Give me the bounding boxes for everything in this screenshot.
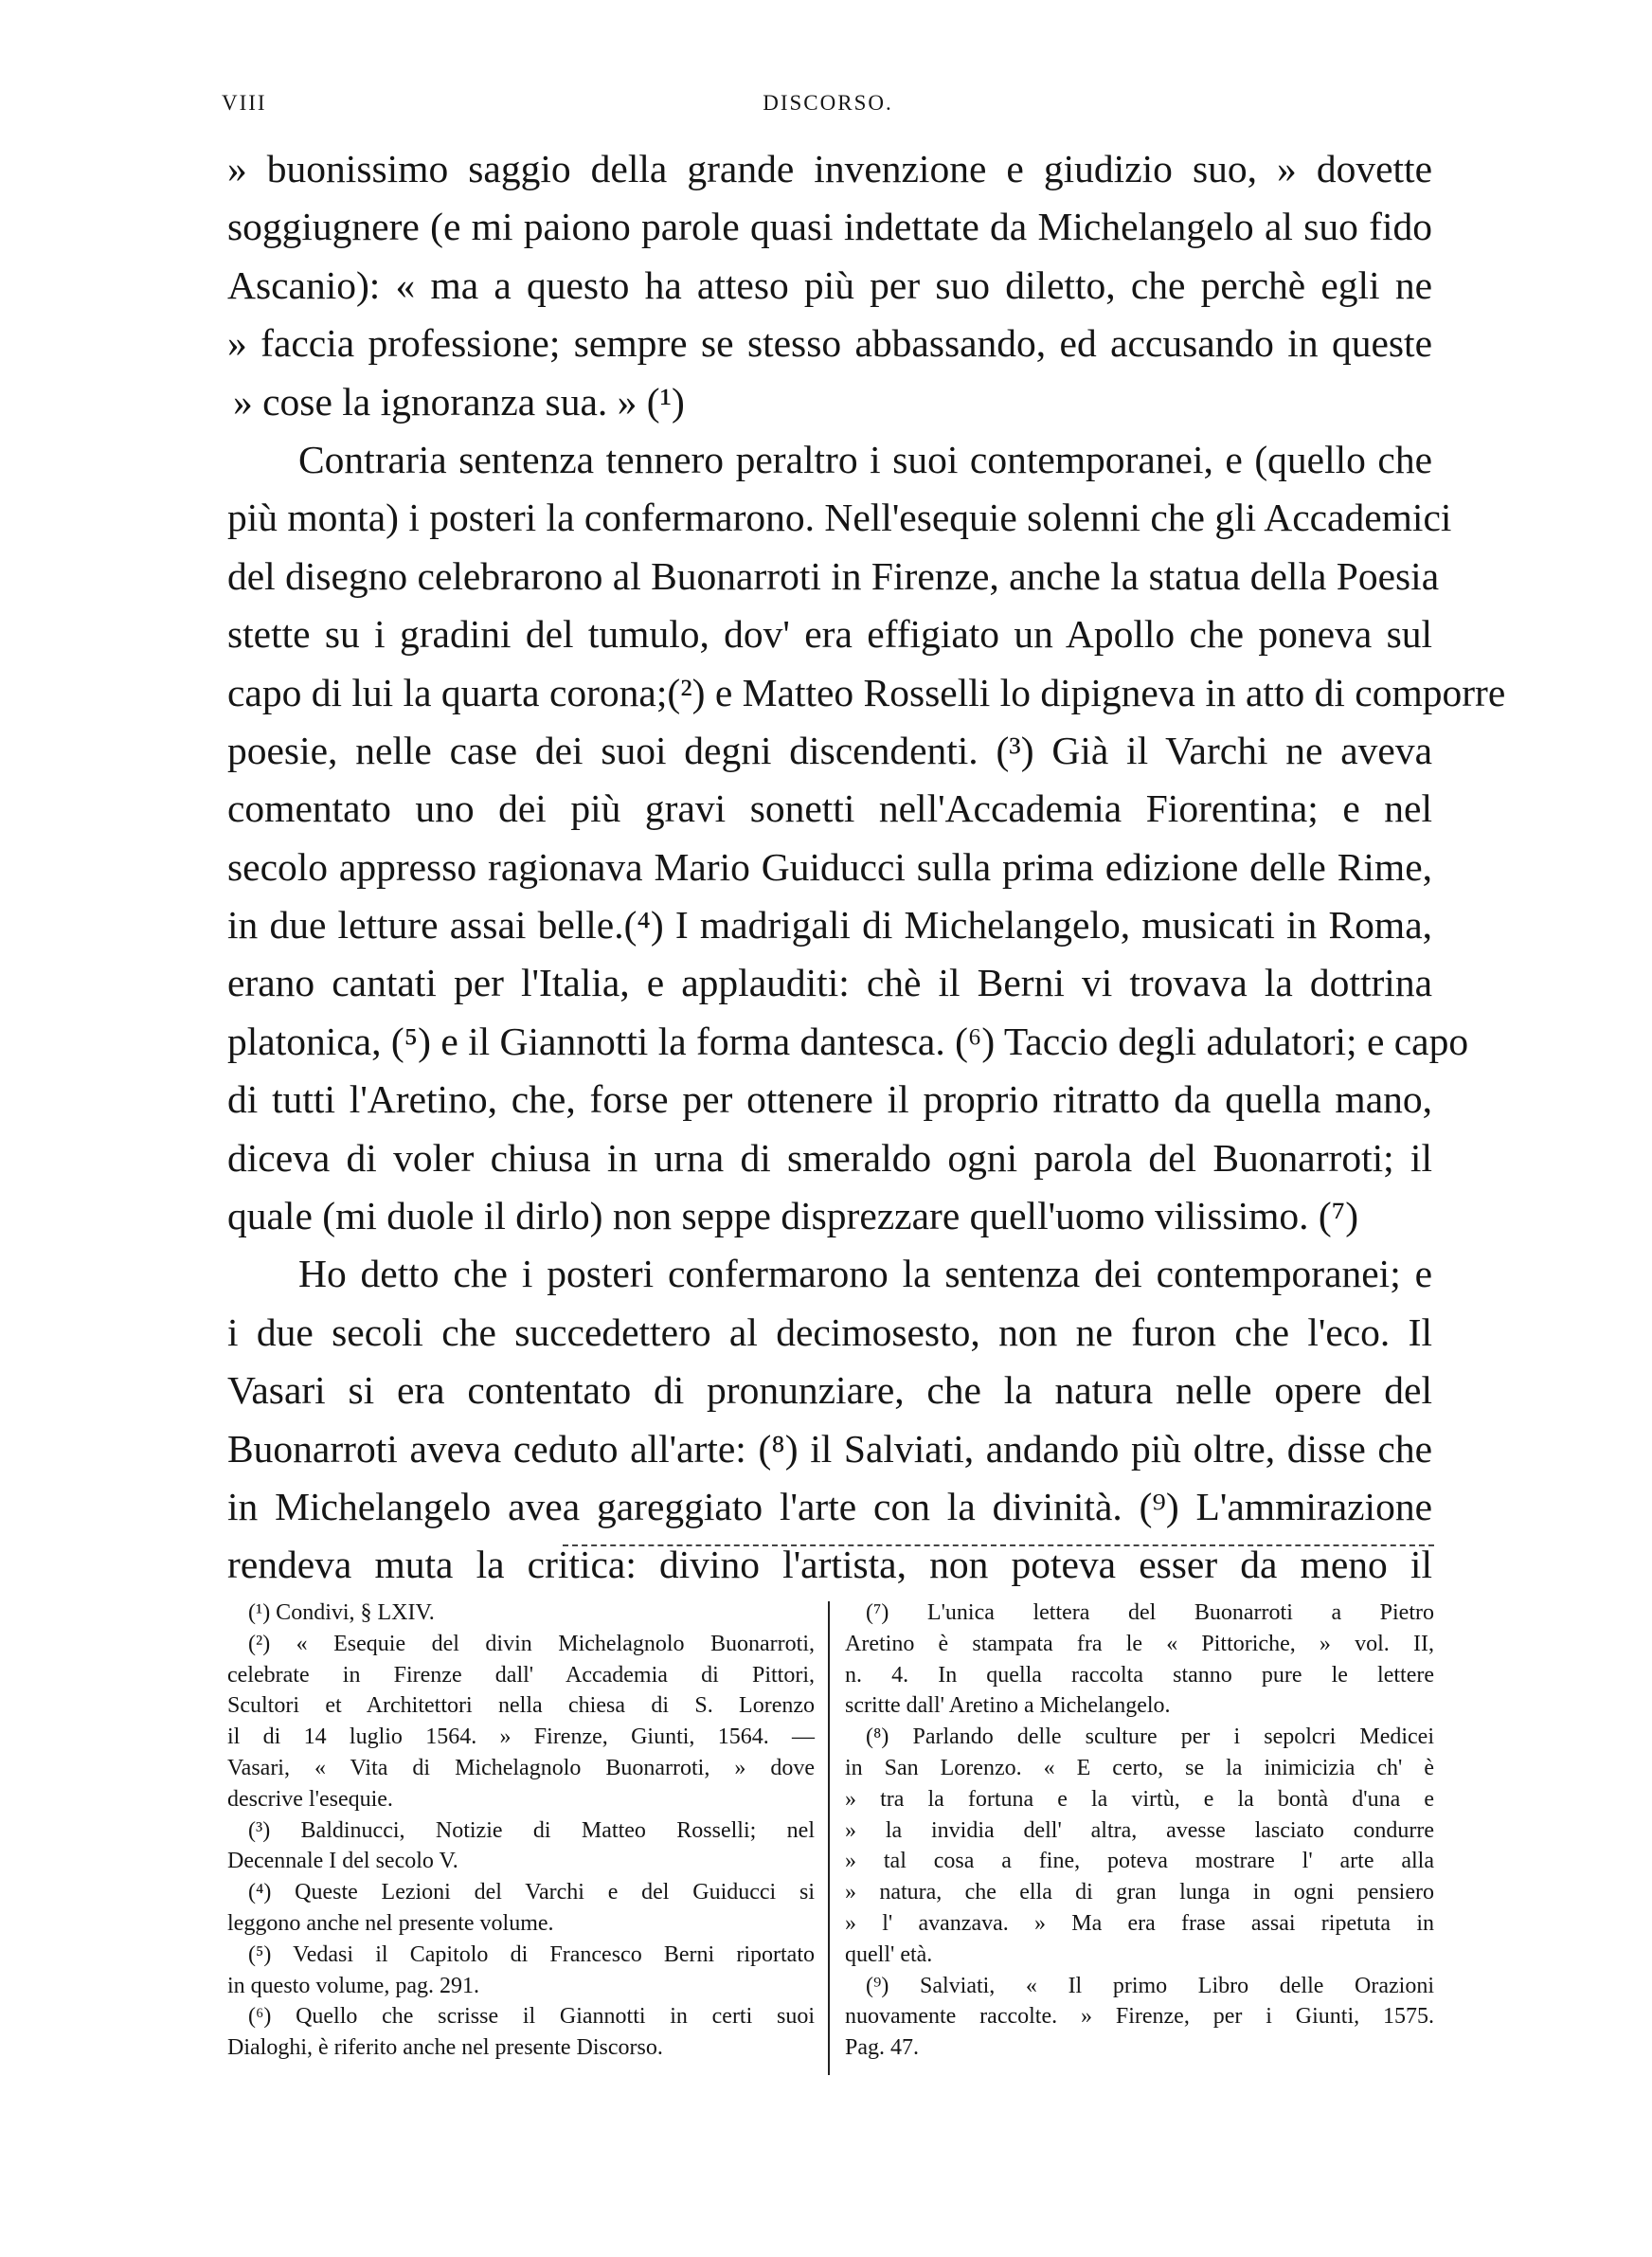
text-line: Ascanio): « ma a questo ha atteso più per suo diletto, che perchè egli ne (227, 262, 1432, 307)
footnote-line: » tal cosa a fine, poteva mostrare l' arte alla (845, 1849, 1434, 1874)
text-line: Buonarroti aveva ceduto all'arte: (⁸) il Salviati, andando più oltre, disse che (227, 1426, 1432, 1471)
footnote-line: Dialoghi, è riferito anche nel presente Discorso. (227, 2035, 663, 2061)
footnote-line: Decennale I del secolo V. (227, 1849, 458, 1874)
text-line: di tutti l'Aretino, che, forse per ottenere il proprio ritratto da quella mano, (227, 1077, 1432, 1122)
text-line: più monta) i posteri la confermarono. Nell'esequie solenni che gli Accademici (227, 496, 1452, 540)
footnote-line: n. 4. In quella raccolta stanno pure le lettere (845, 1662, 1434, 1688)
text-line: platonica, (⁵) e il Giannotti la forma dantesca. (⁶) Taccio degli adulatori; e capo (227, 1019, 1469, 1063)
footnote-line: Aretino è stampata fra le « Pittoriche, » vol. II, (845, 1631, 1434, 1656)
footnote-line: il di 14 luglio 1564. » Firenze, Giunti, 1564. — (227, 1724, 815, 1750)
page-header (222, 91, 1434, 129)
footnote-column-divider (828, 1601, 830, 2075)
footnote-line: (⁵) Vedasi il Capitolo di Francesco Berni riportato (248, 1941, 815, 1967)
text-line: rendeva muta la critica: divino l'artista, non poteva esser da meno il (227, 1543, 1432, 1587)
footnote-line: leggono anche nel presente volume. (227, 1910, 554, 1936)
text-line: diceva di voler chiusa in urna di smeraldo ogni parola del Buonarroti; il (227, 1135, 1432, 1180)
footnotes-right-column (845, 1598, 1434, 2064)
footnote-line: nuovamente raccolte. » Firenze, per i Giunti, 1575. (845, 2004, 1434, 2030)
text-line: in Michelangelo avea gareggiato l'arte con la divinità. (⁹) L'ammirazione (227, 1484, 1432, 1528)
text-line: » buonissimo saggio della grande invenzione e giudizio suo, » dovette (227, 147, 1432, 190)
text-line: » cose la ignoranza sua. » (¹) (233, 379, 685, 424)
footnote-line: Scultori et Architettori nella chiesa di S. Lorenzo (227, 1693, 815, 1719)
footnote-line: (⁶) Quello che scrisse il Giannotti in certi suoi (248, 2004, 815, 2030)
text-line: quale (mi duole il dirlo) non seppe disprezzare quell'uomo vilissimo. (⁷) (227, 1194, 1359, 1238)
footnote-line: Pag. 47. (845, 2035, 919, 2061)
footnote-line: » la invidia dell' altra, avesse lasciato condurre (845, 1817, 1434, 1843)
footnote-line: descrive l'esequie. (227, 1786, 393, 1812)
text-line: » faccia professione; sempre se stesso abbassando, ed accusando in queste (227, 321, 1432, 366)
footnote-line: celebrate in Firenze dall' Accademia di Pittori, (227, 1662, 815, 1688)
footnote-line: » l' avanzava. » Ma era frase assai ripetuta in (845, 1910, 1434, 1936)
footnote-line: » natura, che ella di gran lunga in ogni pensiero (845, 1880, 1434, 1905)
text-line: secolo appresso ragionava Mario Guiducci sulla prima edizione delle Rime, (227, 844, 1432, 889)
text-line: in due letture assai belle.(⁴) I madrigali di Michelangelo, musicati in Roma, (227, 903, 1432, 948)
footnote-line: (⁹) Salviati, « Il primo Libro delle Orazioni (866, 1973, 1434, 1998)
footnote-line: (⁸) Parlando delle sculture per i sepolcri Medicei (866, 1724, 1434, 1750)
footnotes-left-column (227, 1598, 815, 2064)
footnote-separator-rule (563, 1544, 1434, 1546)
text-line: i due secoli che succedettero al decimosesto, non ne furon che l'eco. Il (227, 1309, 1432, 1354)
footnote-line: (¹) Condivi, § LXIV. (248, 1600, 435, 1625)
footnotes (227, 1598, 1434, 2109)
footnote-line: (³) Baldinucci, Notizie di Matteo Rosselli; nel (248, 1817, 815, 1843)
page-number: VIII (222, 91, 267, 115)
text-line: soggiugnere (e mi paiono parole quasi indettate da Michelangelo al suo fido (227, 205, 1432, 249)
text-line: Contraria sentenza tennero peraltro i suoi contemporanei, e (quello che (298, 437, 1432, 481)
text-line: erano cantati per l'Italia, e applauditi: chè il Berni vi trovava la dottrina (227, 961, 1432, 1005)
footnote-line: (⁴) Queste Lezioni del Varchi e del Guiducci si (248, 1880, 815, 1905)
footnote-line: Vasari, « Vita di Michelagnolo Buonarroti, » dove (227, 1755, 815, 1780)
text-line: stette su i gradini del tumulo, dov' era effigiato un Apollo che poneva sul (227, 612, 1432, 657)
text-line: poesie, nelle case dei suoi degni discendenti. (³) Già il Varchi ne aveva (227, 728, 1432, 772)
running-head: DISCORSO. (763, 91, 893, 115)
footnote-line: quell' età. (845, 1941, 933, 1967)
text-line: Vasari si era contentato di pronunziare, che la natura nelle opere del (227, 1368, 1432, 1413)
footnote-line: in San Lorenzo. « E certo, se la inimicizia ch' è (845, 1755, 1434, 1780)
text-line: del disegno celebrarono al Buonarroti in Firenze, anche la statua della Poesia (227, 553, 1440, 598)
footnote-line: scritte dall' Aretino a Michelangelo. (845, 1693, 1171, 1719)
footnote-line: in questo volume, pag. 291. (227, 1973, 479, 1998)
text-line: comentato uno dei più gravi sonetti nell'Accademia Fiorentina; e nel (227, 786, 1432, 831)
main-text (227, 140, 1506, 1595)
text-line: capo di lui la quarta corona;(²) e Matteo Rosselli lo dipigneva in atto di comporre (227, 670, 1506, 714)
footnote-line: (²) « Esequie del divin Michelagnolo Buonarroti, (248, 1631, 815, 1656)
text-line: Ho detto che i posteri confermarono la sentenza dei contemporanei; e (298, 1252, 1432, 1296)
footnote-line: » tra la fortuna e la virtù, e la bontà d'una e (845, 1786, 1434, 1812)
footnote-line: (⁷) L'unica lettera del Buonarroti a Pietro (866, 1600, 1434, 1625)
